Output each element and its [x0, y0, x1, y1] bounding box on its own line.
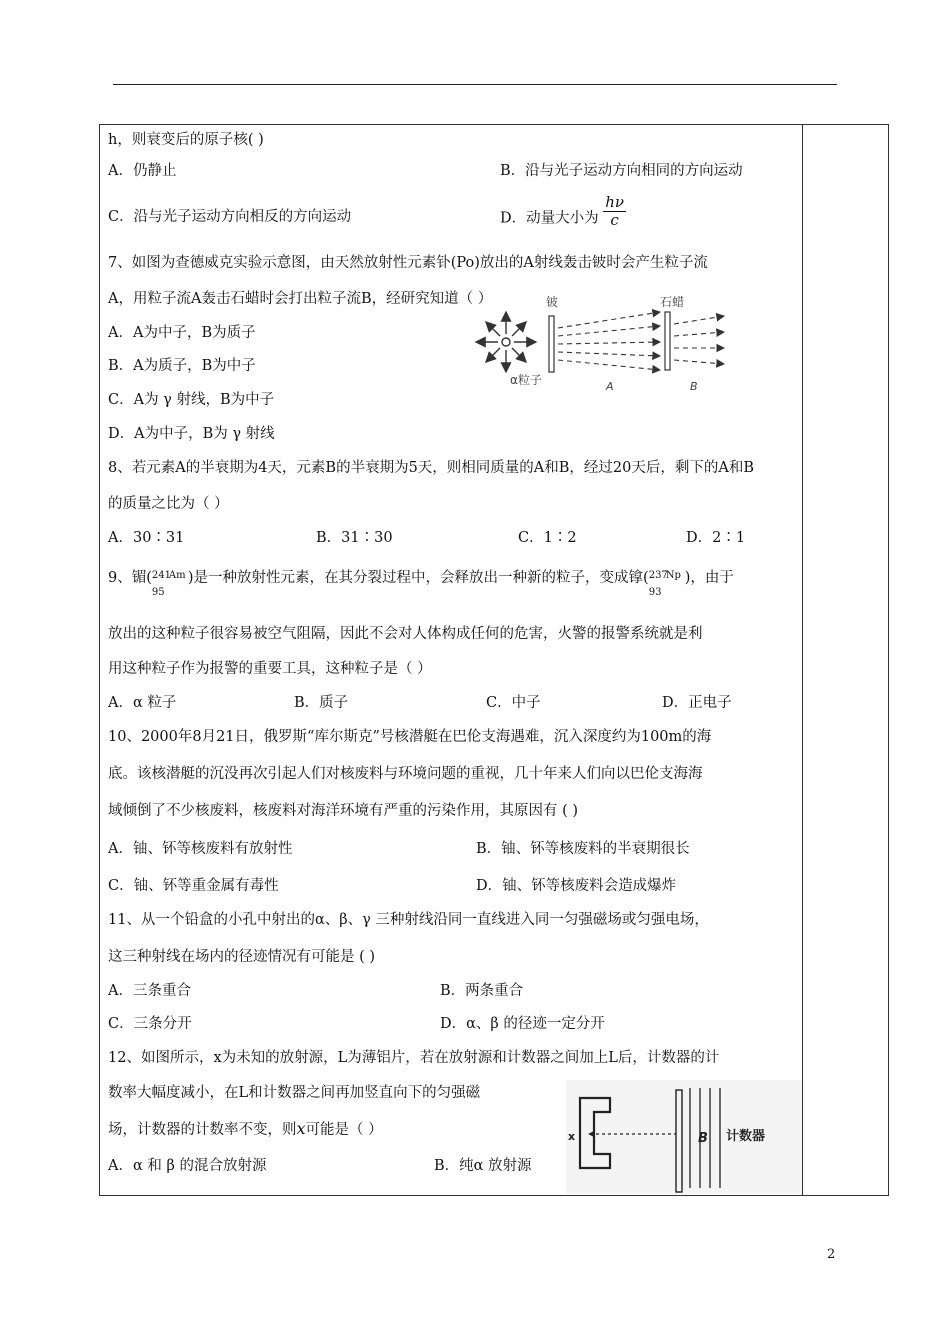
q6-option-d-text: D．动量大小为 [500, 210, 599, 227]
q6-stem-tail: h，则衰变后的原子核( ) [108, 132, 264, 148]
alpha-particle-label: α粒子 [510, 373, 542, 387]
q9-text-b: )是一种放射性元素，在其分裂过程中，会释放出一种新的粒子，变成镎( [187, 570, 649, 586]
paraffin-label: 石蜡 [660, 295, 685, 309]
q10-stem-line-3: 域倾倒了不少核废料，核废料对海洋环境有严重的污染作用，其原因有 ( ) [108, 803, 579, 819]
q12-stem-line-2: 数率大幅度减小，在L和计数器之间再加竖直向下的匀强磁 [108, 1085, 481, 1101]
q11-option-a: A．三条重合 [108, 983, 191, 999]
q10-option-a: A．铀、钚等核废料有放射性 [108, 841, 293, 857]
q9-stem-line-1 [108, 564, 734, 598]
counter-magnetic-field-figure [566, 1080, 802, 1194]
column-divider [802, 124, 803, 1195]
q9-stem-line-2: 放出的这种粒子很容易被空气阻隔，因此不会对人体构成任何的危害，火警的报警系统就是利 [108, 626, 703, 642]
q8-stem-line-2: 的质量之比为（ ） [108, 496, 229, 512]
q7-option-d: D．A为中子，B为 γ 射线 [108, 426, 275, 442]
q10-stem-line-2: 底。该核潜艇的沉没再次引起人们对核废料与环境问题的重视，几十年来人们向以巴伦支海海 [108, 766, 703, 782]
q11-stem-line-1: 11、从一个铅盒的小孔中射出的α、β、γ 三种射线沿同一直线进入同一匀强磁场或匀强电场， [108, 912, 709, 928]
fraction-numerator: hν [605, 193, 625, 211]
q6-option-a: A．仍静止 [108, 163, 177, 179]
q6-option-b: B．沿与光子运动方向相同的方向运动 [500, 163, 743, 179]
q10-stem-line-1: 10、2000年8月21日，俄罗斯“库尔斯克”号核潜艇在巴伦支海遇难，沉入深度约为100m的海 [108, 729, 712, 745]
q9-text-a: 9、镅( [108, 570, 152, 586]
q7-option-c: C．A为 γ 射线，B为中子 [108, 392, 275, 408]
q11-option-b: B．两条重合 [440, 983, 524, 999]
neptunium-mass-number: 237 [648, 570, 668, 581]
q7-option-a: A．A为中子，B为质子 [108, 325, 256, 341]
q9-option-d: D．正电子 [662, 695, 732, 711]
page-number: 2 [827, 1247, 836, 1262]
q10-option-b: B．铀、钚等核废料的半衰期很长 [476, 841, 690, 857]
q10-option-d: D．铀、钚等核废料会造成爆炸 [476, 878, 677, 894]
momentum-fraction [603, 194, 626, 229]
q6-option-c: C．沿与光子运动方向相反的方向运动 [108, 209, 352, 225]
polonium-source-icon [476, 312, 536, 372]
q8-option-a: A．30∶31 [108, 530, 185, 546]
q12-stem-line-3 [108, 1120, 383, 1139]
americium-atomic-number: 95 [151, 587, 165, 598]
field-b-label: B [698, 1131, 708, 1146]
q11-option-c: C．三条分开 [108, 1016, 192, 1032]
q12-stem-line-1: 12、如图所示，x为未知的放射源，L为薄铝片，若在放射源和计数器之间加上L后，计数器的计 [108, 1050, 720, 1066]
q8-option-d: D．2∶1 [686, 530, 746, 546]
header-rule [113, 84, 837, 85]
q7-stem-line-1: 7、如图为查德威克实验示意图，由天然放射性元素钋(Po)放出的A射线轰击铍时会产生粒子流 [108, 255, 708, 271]
q7-option-b: B．A为质子，B为中子 [108, 358, 256, 374]
q9-option-c: C．中子 [486, 695, 541, 711]
q9-text-c: )，由于 [684, 570, 734, 586]
q11-option-d: D．α、β 的径迹一定分开 [440, 1016, 605, 1032]
beryllium-plate [549, 316, 554, 372]
q9-option-b: B．质子 [294, 695, 349, 711]
paraffin-plate [665, 312, 670, 370]
particle-stream-b [674, 316, 724, 364]
q12-variable-x: x [296, 1119, 306, 1138]
q12-text-b: 可能是（ ） [305, 1122, 383, 1138]
chadwick-experiment-figure [466, 290, 736, 400]
q8-option-c: C．1∶2 [518, 530, 577, 546]
stream-b-label: B [690, 380, 698, 393]
americium-symbol: Am [168, 570, 186, 581]
q10-option-c: C．铀、钚等重金属有毒性 [108, 878, 279, 894]
q12-text-a: 场，计数器的计数率不变，则 [108, 1122, 297, 1138]
source-x-label: x [568, 1130, 576, 1143]
americium-nuclide [151, 564, 188, 598]
q9-option-a: A．α 粒子 [108, 695, 177, 711]
q8-stem-line-1: 8、若元素A的半衰期为4天，元素B的半衰期为5天，则相同质量的A和B，经过20天后，剩下的A和B [108, 460, 755, 476]
q9-stem-line-3: 用这种粒子作为报警的重要工具，这种粒子是（ ） [108, 661, 432, 677]
q7-stem-line-2: A，用粒子流A轰击石蜡时会打出粒子流B，经研究知道（ ） [108, 291, 493, 307]
stream-a-label: A [606, 380, 614, 393]
q12-option-a: A．α 和 β 的混合放射源 [108, 1158, 267, 1174]
neptunium-nuclide [648, 564, 685, 598]
counter-label: 计数器 [726, 1129, 766, 1144]
q8-option-b: B．31∶30 [316, 530, 393, 546]
neptunium-atomic-number: 93 [648, 587, 662, 598]
neptunium-symbol: Np [665, 570, 681, 581]
fraction-denominator: c [610, 211, 619, 229]
particle-stream-a [558, 312, 660, 370]
q11-stem-line-2: 这三种射线在场内的径迹情况有可能是 ( ) [108, 949, 376, 965]
americium-mass-number: 241 [151, 570, 171, 581]
q12-option-b: B．纯α 放射源 [434, 1158, 532, 1174]
beryllium-label: 铍 [546, 295, 559, 309]
